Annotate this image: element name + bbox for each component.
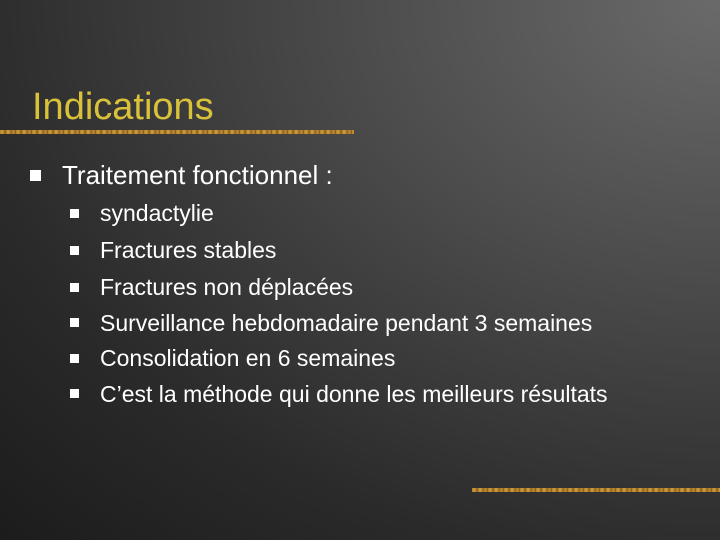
list-item (70, 271, 690, 304)
title-underline (0, 130, 354, 134)
square-bullet-icon (30, 170, 41, 181)
sub-item-label: Fractures non déplacées (100, 274, 354, 300)
main-item-label: Traitement fonctionnel : (62, 160, 333, 190)
sub-item-label: Consolidation en 6 semaines (100, 345, 396, 371)
sub-bullet-list (70, 197, 690, 409)
list-item (70, 308, 690, 338)
square-bullet-icon (70, 354, 79, 363)
sub-item-label: Surveillance hebdomadaire pendant 3 semaines (100, 310, 593, 336)
square-bullet-icon (70, 246, 79, 255)
square-bullet-icon (70, 209, 79, 218)
list-item (70, 342, 690, 375)
slide-title: Indications (32, 86, 214, 128)
bullet-list (30, 157, 700, 413)
footer-rule (472, 488, 720, 492)
sub-item-label: C’est la méthode qui donne les meilleurs résultats (100, 381, 608, 407)
square-bullet-icon (70, 389, 79, 398)
list-item (70, 234, 690, 267)
list-item (70, 197, 690, 230)
list-item-main (30, 157, 700, 409)
list-item (70, 379, 690, 409)
square-bullet-icon (70, 283, 79, 292)
sub-item-label: Fractures stables (100, 237, 277, 263)
sub-item-label: syndactylie (100, 200, 214, 226)
square-bullet-icon (70, 318, 79, 327)
